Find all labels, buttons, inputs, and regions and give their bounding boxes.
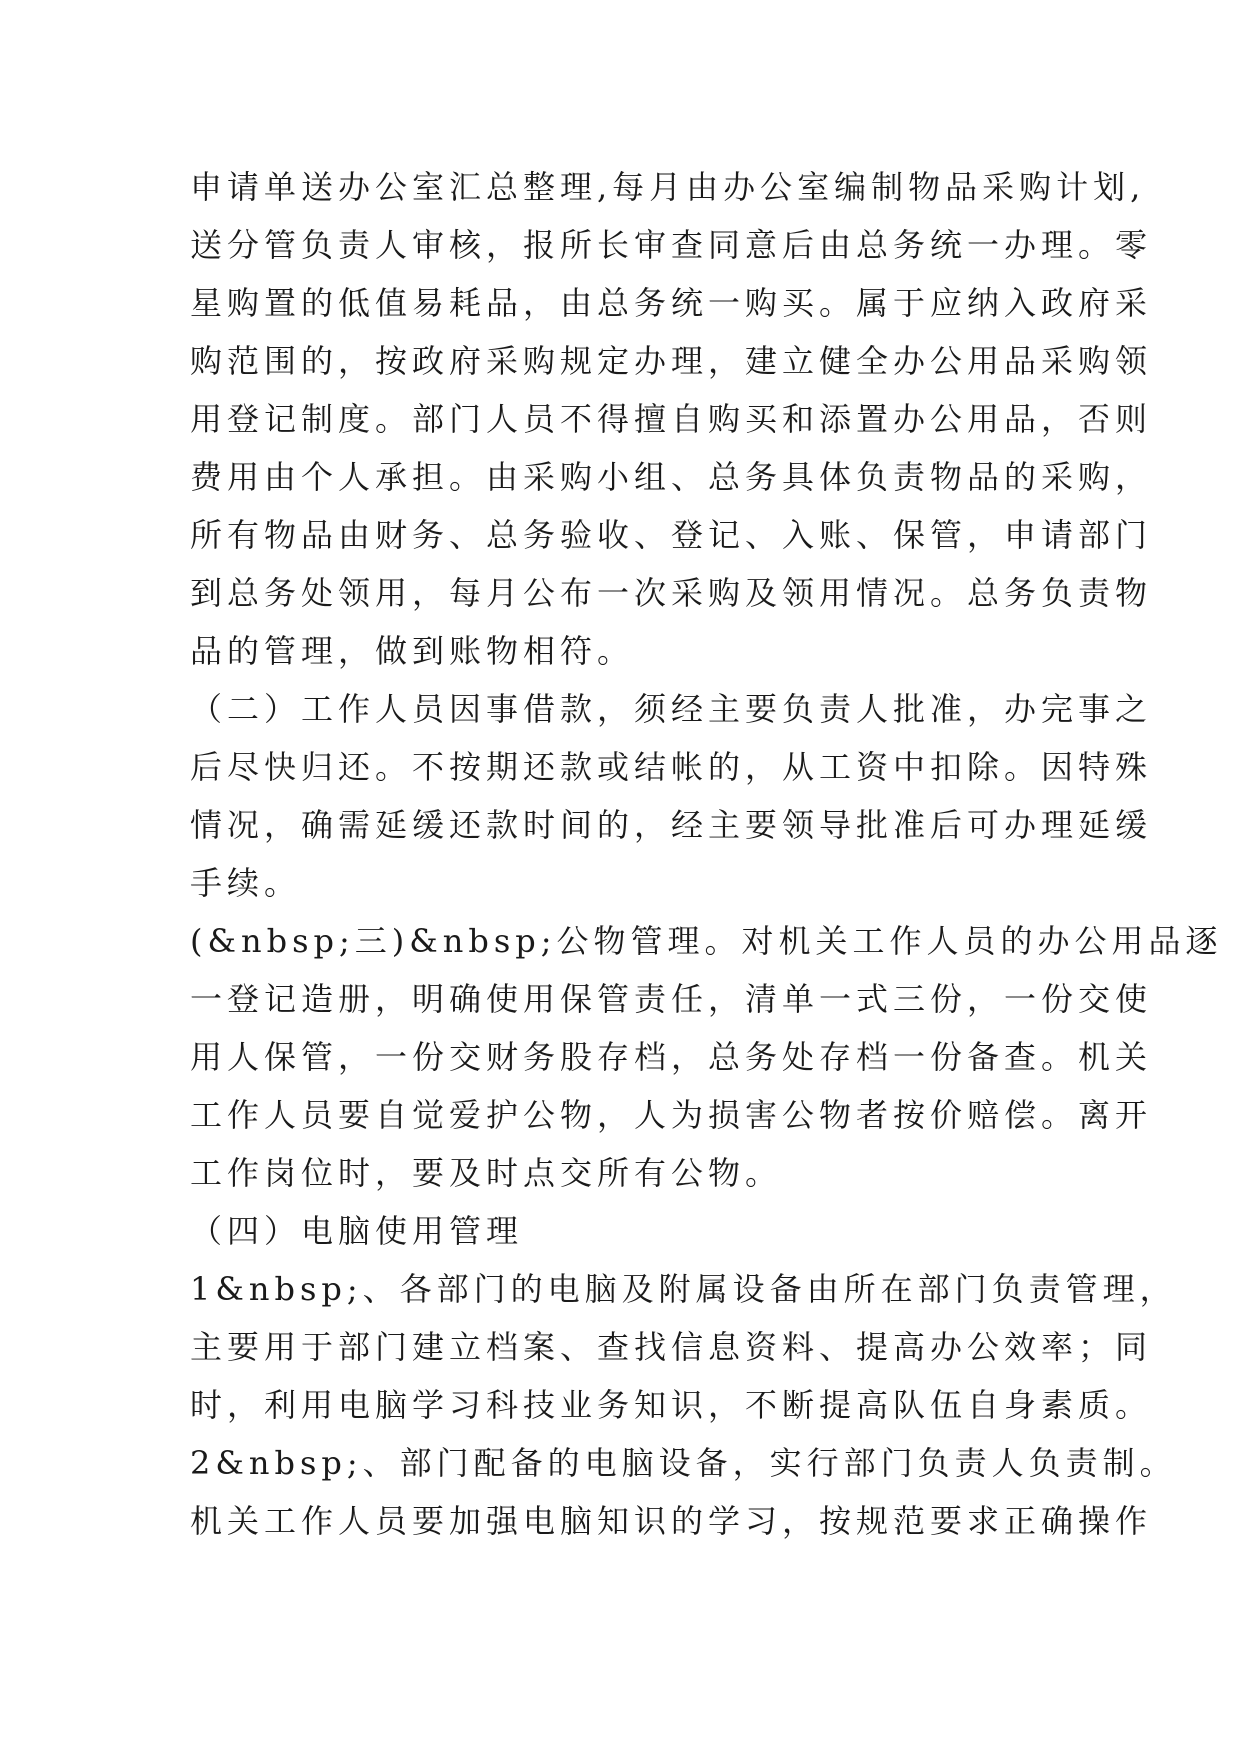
text-line: 星购置的低值易耗品，由总务统一购买。属于应纳入政府采 (190, 284, 1153, 322)
text-line: 到总务处领用，每月公布一次采购及领用情况。总务负责物 (190, 574, 1153, 612)
text-line: 购范围的，按政府采购规定办理，建立健全办公用品采购领 (190, 342, 1153, 380)
text-line: 用人保管，一份交财务股存档，总务处存档一份备查。机关 (190, 1038, 1153, 1076)
text-line: 一登记造册，明确使用保管责任，清单一式三份，一份交使 (190, 980, 1153, 1018)
text-line: 机关工作人员要加强电脑知识的学习，按规范要求正确操作 (190, 1502, 1153, 1540)
text-line: 所有物品由财务、总务验收、登记、入账、保管，申请部门 (190, 516, 1153, 554)
text-line: 送分管负责人审核，报所长审查同意后由总务统一办理。零 (190, 226, 1153, 264)
document-body (190, 158, 1223, 1550)
text-line: 工作人员要自觉爱护公物，人为损害公物者按价赔偿。离开 (190, 1096, 1153, 1134)
section-heading: （四）电脑使用管理 (190, 1212, 524, 1250)
text-line: 品的管理，做到账物相符。 (190, 632, 635, 670)
text-line: 情况，确需延缓还款时间的，经主要领导批准后可办理延缓 (190, 806, 1153, 844)
text-line: 手续。 (190, 864, 302, 902)
section-heading-line: （二）工作人员因事借款，须经主要负责人批准，办完事之 (190, 690, 1153, 728)
section-heading-line: (&nbsp;三)&nbsp;公物管理。对机关工作人员的办公用品逐 (190, 922, 1223, 960)
text-line: 后尽快归还。不按期还款或结帐的，从工资中扣除。因特殊 (190, 748, 1153, 786)
text-line: 费用由个人承担。由采购小组、总务具体负责物品的采购， (190, 458, 1153, 496)
list-item-line: 1&nbsp;、各部门的电脑及附属设备由所在部门负责管理， (190, 1270, 1177, 1308)
text-line: 时，利用电脑学习科技业务知识，不断提高队伍自身素质。 (190, 1386, 1153, 1424)
text-line: 用登记制度。部门人员不得擅自购买和添置办公用品，否则 (190, 400, 1153, 438)
text-line: 主要用于部门建立档案、查找信息资料、提高办公效率；同 (190, 1328, 1153, 1366)
list-item-line: 2&nbsp;、部门配备的电脑设备，实行部门负责人负责制。 (190, 1444, 1177, 1482)
text-line: 申请单送办公室汇总整理,每月由办公室编制物品采购计划, (190, 168, 1146, 206)
text-line: 工作岗位时，要及时点交所有公物。 (190, 1154, 783, 1192)
